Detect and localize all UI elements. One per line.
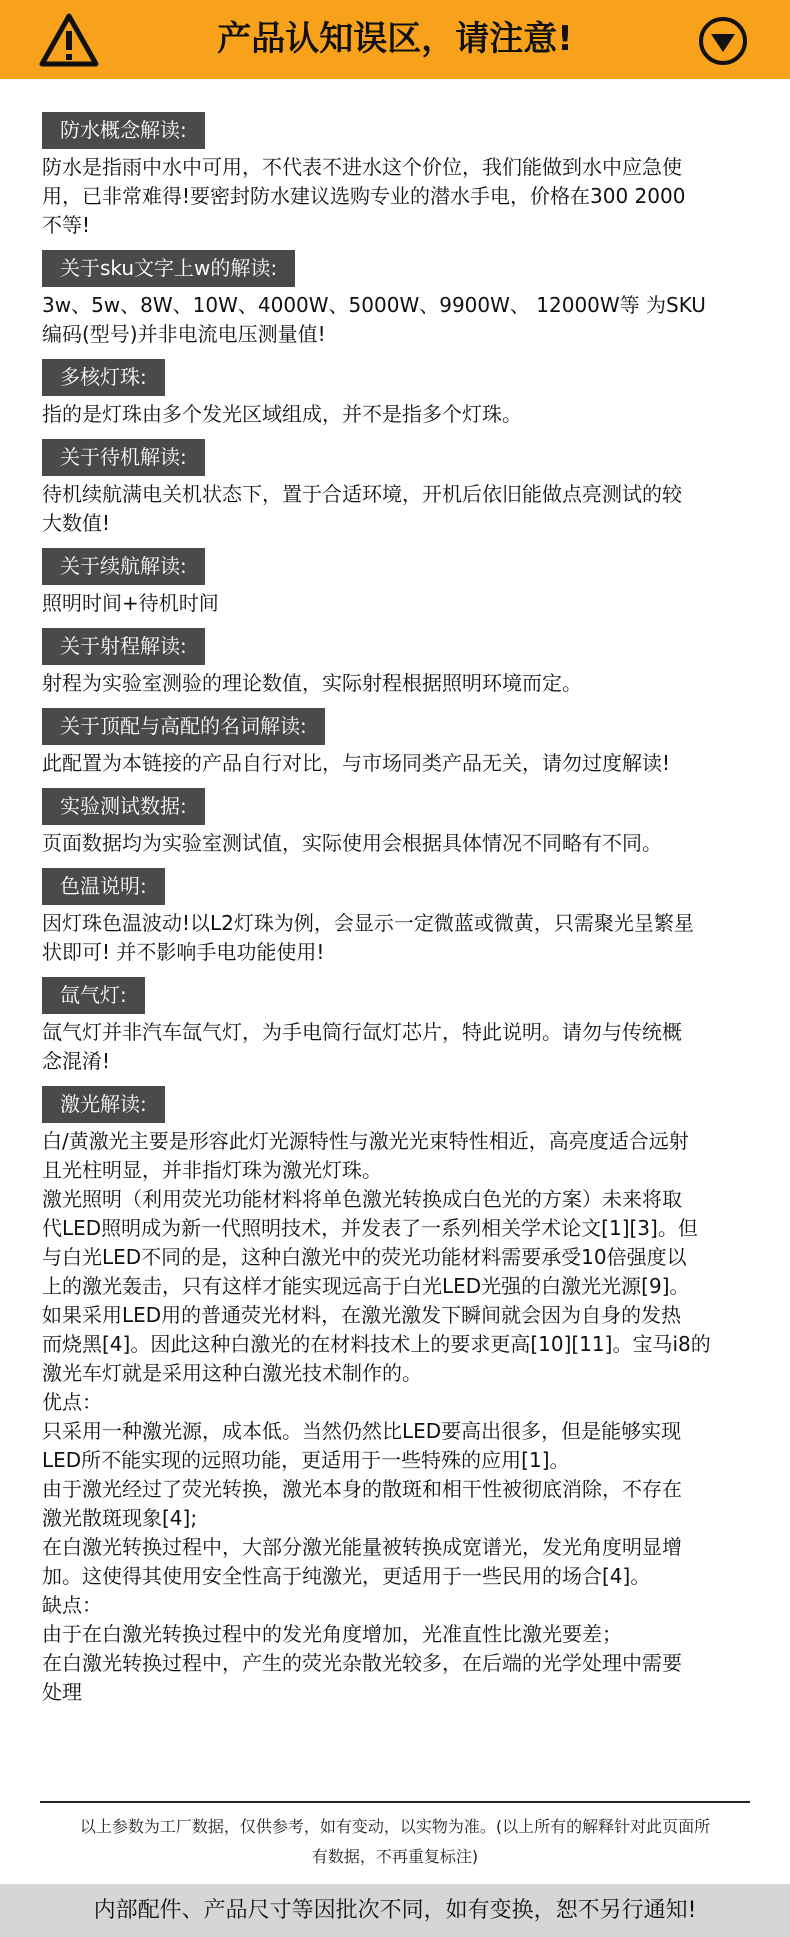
section	[42, 1082, 754, 1707]
section-text: 射程为实验室测验的理论数值，实际射程根据照明环境而定。	[42, 671, 582, 695]
section-text: 白/黄激光主要是形容此灯光源特性与激光光束特性相近，高亮度适合远射 且光柱明显，并非指灯珠为激光灯珠。 激光照明（利用荧光功能材料将单色激光转换成白色光的方案）未来将取 代LED照明成为新一代照明技术，并发表了一系列相关学术论文[1][3]。但 与白光LED不同的是，这种白激光中的荧光功能材料需要承受10倍强度以 上的激光轰击，只有这样才能实现远高于白光LED光强的白激光光源[9]。 如果采用LED用的普通荧光材料，在激光激发下瞬间就会因为自身的发热 而烧黑[4]。因此这种白激光的在材料技术上的要求更高[10][11]。宝马i8的 激光车灯就是采用这种白激光技术制作的。 优点： 只采用一种激光源，成本低。当然仍然比LED要高出很多，但是能够实现 LED所不能实现的远照功能，更适用于一些特殊的应用[1]。 由于激光经过了荧光转换，激光本身的散斑和相干性被彻底消除，不存在 激光散斑现象[4]; 在白激光转换过程中，大部分激光能量被转换成宽谱光，发光角度明显增 加。这使得其使用安全性高于纯激光，更适用于一些民用的场合[4]。 缺点： 由于在白激光转换过程中的发光角度增加，光准直性比激光要差； 在白激光转换过程中，产生的荧光杂散光较多，在后端的光学处理中需要 处理	[42, 1129, 711, 1704]
section-text: 防水是指雨中水中可用，不代表不进水这个价位，我们能做到水中应急使 用，已非常难得!要密封防水建议选购专业的潜水手电，价格在300 2000 不等!	[42, 155, 686, 237]
section-text: 待机续航满电关机状态下，置于合适环境，开机后依旧能做点亮测试的较 大数值!	[42, 482, 682, 535]
section	[42, 544, 754, 618]
section	[42, 973, 754, 1076]
section	[42, 435, 754, 538]
section	[42, 784, 754, 858]
section-label: 关于顶配与高配的名词解读:	[42, 708, 325, 745]
section-text: 此配置为本链接的产品自行对比，与市场同类产品无关，请勿过度解读!	[42, 751, 671, 775]
page-title: 产品认知误区，请注意!	[217, 19, 573, 59]
section-text: 页面数据均为实验室测试值，实际使用会根据具体情况不同略有不同。	[42, 831, 662, 855]
section	[42, 246, 754, 349]
bottom-notice-bar	[0, 1884, 790, 1937]
section-label: 色温说明:	[42, 868, 165, 905]
section-text: 3w、5w、8W、10W、4000W、5000W、9900W、 12000W等 为SKU 编码(型号)并非电流电压测量值!	[42, 293, 706, 346]
section-label: 防水概念解读:	[42, 112, 205, 149]
section-label: 实验测试数据:	[42, 788, 205, 825]
section-label: 激光解读:	[42, 1086, 165, 1123]
section	[42, 864, 754, 967]
header-banner	[0, 0, 790, 79]
section	[42, 355, 754, 429]
section	[42, 704, 754, 778]
chevron-down-circle-icon[interactable]	[698, 16, 748, 66]
section-label: 氙气灯:	[42, 977, 145, 1014]
section-label: 关于sku文字上w的解读:	[42, 250, 295, 287]
footer-divider	[40, 1801, 750, 1803]
section-text: 照明时间+待机时间	[42, 591, 219, 615]
section	[42, 624, 754, 698]
section-text: 指的是灯珠由多个发光区域组成，并不是指多个灯珠。	[42, 402, 522, 426]
section-label: 多核灯珠:	[42, 359, 165, 396]
faq-content	[42, 108, 754, 1713]
section-label: 关于射程解读:	[42, 628, 205, 665]
section-text: 因灯珠色温波动!以L2灯珠为例，会显示一定微蓝或微黄，只需聚光呈繁星 状即可! 并不影响手电功能使用!	[42, 911, 694, 964]
bottom-notice: 内部配件、产品尺寸等因批次不同，如有变换，恕不另行通知!	[93, 1898, 697, 1923]
section-label: 关于待机解读:	[42, 439, 205, 476]
section-text: 氙气灯并非汽车氙气灯，为手电筒行氙灯芯片，特此说明。请勿与传统概 念混淆!	[42, 1020, 682, 1073]
section	[42, 108, 754, 240]
section-label: 关于续航解读:	[42, 548, 205, 585]
footer-note: 以上参数为工厂数据，仅供参考，如有变动，以实物为准。(以上所有的解释针对此页面所 有数据，不再重复标注)	[79, 1817, 711, 1866]
warning-triangle-icon	[38, 12, 100, 68]
